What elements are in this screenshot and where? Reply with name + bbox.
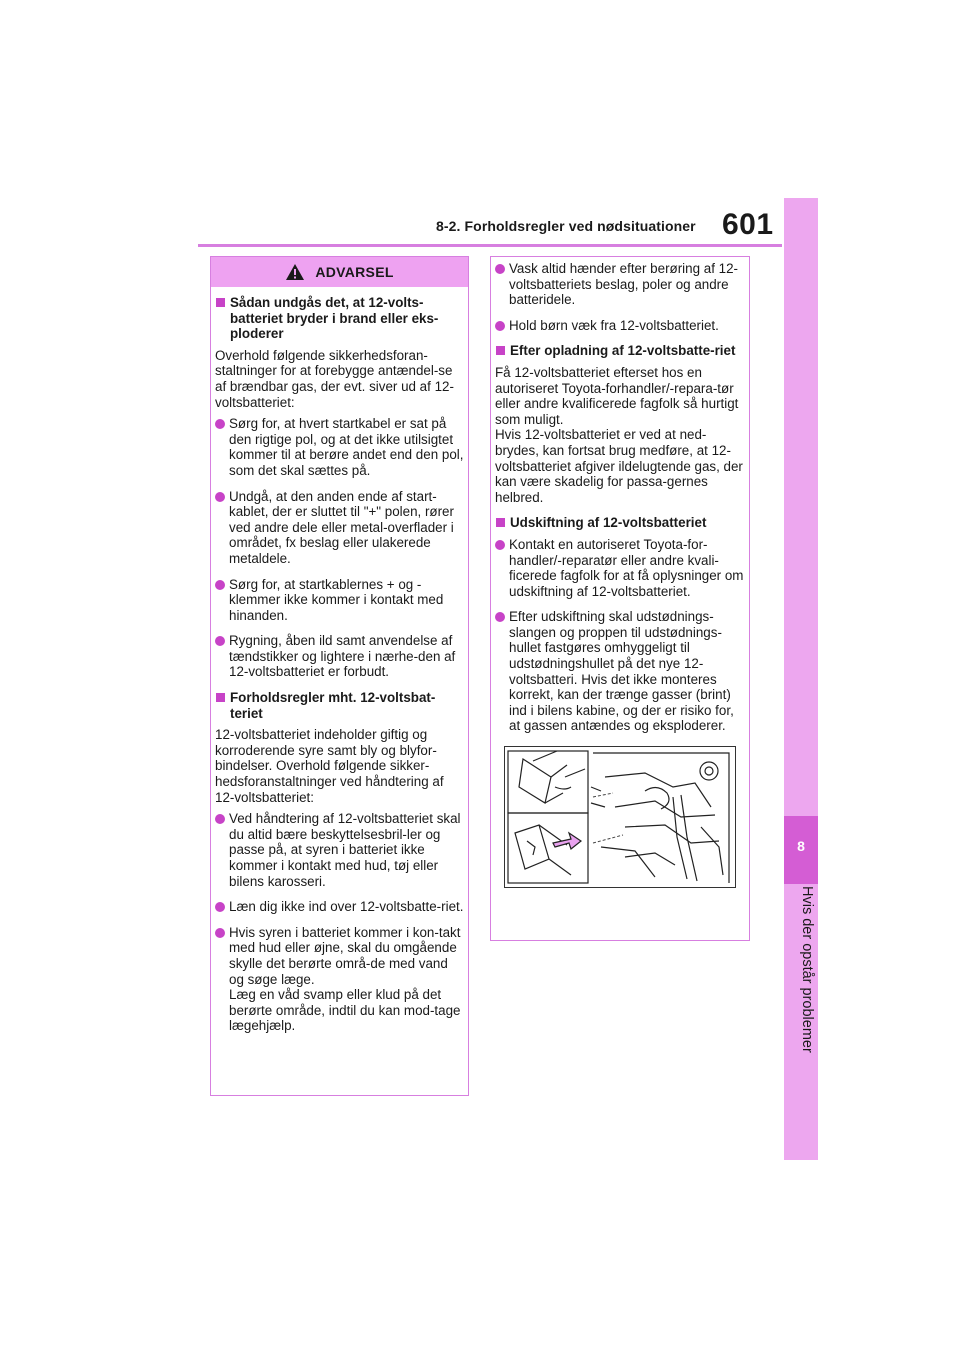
square-bullet-icon [216, 693, 225, 702]
header-rule [198, 244, 782, 247]
list-item: Hvis syren i batteriet kommer i kon-takt med hud eller øjne, skal du omgående skylle det berørte områ-de med vand og søge læge. Læg en våd svamp eller klud på det berørte område, indtil du kan mod-tage lægehjælp. [215, 925, 464, 1034]
paragraph: 12-voltsbatteriet indeholder giftig og korroderende syre samt bly og blyfor-bindelser. Overhold følgende sikker-hedsforanstaltninger ved håndtering af 12-voltsbatteriet: [215, 727, 444, 805]
chapter-title: Hvis der opstår problemer [799, 886, 815, 1053]
bullet-dot-icon [215, 902, 225, 912]
chapter-number: 8 [797, 838, 805, 854]
bullet-dot-icon [495, 540, 505, 550]
list-item: Undgå, at den anden ende af start-kablet, der er sluttet til "+" polen, rører ved andre dele eller metal-overflader i området, fx beslag eller ulakerede metaldele. [215, 489, 464, 567]
heading-replacement: Udskiftning af 12-voltsbatteriet [495, 515, 745, 531]
battery-vent-drawing [505, 747, 735, 887]
list-item: Vask altid hænder efter berøring af 12-voltsbatteriets beslag, poler og andre batteridele. [495, 261, 745, 308]
warning-label: ADVARSEL [315, 264, 394, 280]
page-number: 601 [722, 208, 774, 241]
bullet-dot-icon [215, 419, 225, 429]
list-item: Sørg for, at hvert startkabel er sat på den rigtige pol, og at det ikke utilsigtet kommer til at berøre andet end den pol, som det skal sættes på. [215, 416, 464, 478]
chapter-number-box [784, 816, 818, 884]
heading-after-charging: Efter opladning af 12-voltsbatte-riet [495, 343, 745, 359]
list-item: Rygning, åben ild samt anvendelse af tændstikker og lightere i nærhe-den af 12-voltsbatteriet er forbudt. [215, 633, 464, 680]
warning-triangle-icon [285, 263, 305, 281]
heading-battery-precautions: Forholdsregler mht. 12-voltsbat-teriet [215, 690, 464, 721]
list-item: Hold børn væk fra 12-voltsbatteriet. [495, 318, 745, 334]
bullet-dot-icon [215, 580, 225, 590]
list-item: Læn dig ikke ind over 12-voltsbatte-riet. [215, 899, 464, 915]
square-bullet-icon [496, 346, 505, 355]
list-item: Ved håndtering af 12-voltsbatteriet skal du altid bære beskyttelsesbril-ler og passe på, at syren i batteriet ikke kommer i kontakt med hud, tøj eller bilens karosseri. [215, 811, 464, 889]
square-bullet-icon [216, 298, 225, 307]
bullet-dot-icon [495, 612, 505, 622]
bullet-dot-icon [495, 321, 505, 331]
section-title: 8-2. Forholdsregler ved nødsituationer [436, 218, 696, 234]
paragraph: Få 12-voltsbatteriet efterset hos en autoriseret Toyota-forhandler/-repara-tør eller andre kvalificerede fagfolk så hurtigt som muligt. Hvis 12-voltsbatteriet er ved at ned-brydes, kan fortsat brug medføre, at 12-voltsbatteriet afgiver ildelugtende gas, der kan være skadelig for passa-gernes helbred. [495, 364, 743, 505]
list-item: Sørg for, at startkablernes + og - klemmer ikke kommer i kontakt med hinanden. [215, 577, 464, 624]
paragraph: Overhold følgende sikkerhedsforan-staltninger for at forebygge antændel-se af brændbar gas, der evt. siver ud af 12-voltsbatteriet: [215, 347, 454, 410]
warning-header [211, 257, 468, 287]
bullet-dot-icon [215, 928, 225, 938]
warning-box-continued [490, 256, 750, 941]
bullet-dot-icon [495, 264, 505, 274]
battery-vent-illustration [504, 746, 736, 888]
warning-box [210, 256, 469, 1096]
bullet-dot-icon [215, 636, 225, 646]
list-item: Kontakt en autoriseret Toyota-for-handler/-reparatør eller andre kvali-ficerede fagfolk for at få oplysninger om udskiftning af 12-voltsbatteriet. [495, 537, 745, 599]
heading-fire-explosion: Sådan undgås det, at 12-volts-batteriet bryder i brand eller eks-ploderer [215, 295, 464, 342]
bullet-dot-icon [215, 814, 225, 824]
list-item: Efter udskiftning skal udstødnings-slangen og proppen til udstødnings-hullet fastgøres omhyggeligt til udstødningshullet på det nye 12-voltsbatteri. Hvis det ikke monteres korrekt, kan der trænge gasser (brint) ind i bilens kabine, og der er risiko for, at gassen antændes og eksploderer. [495, 609, 745, 734]
bullet-dot-icon [215, 492, 225, 502]
square-bullet-icon [496, 518, 505, 527]
